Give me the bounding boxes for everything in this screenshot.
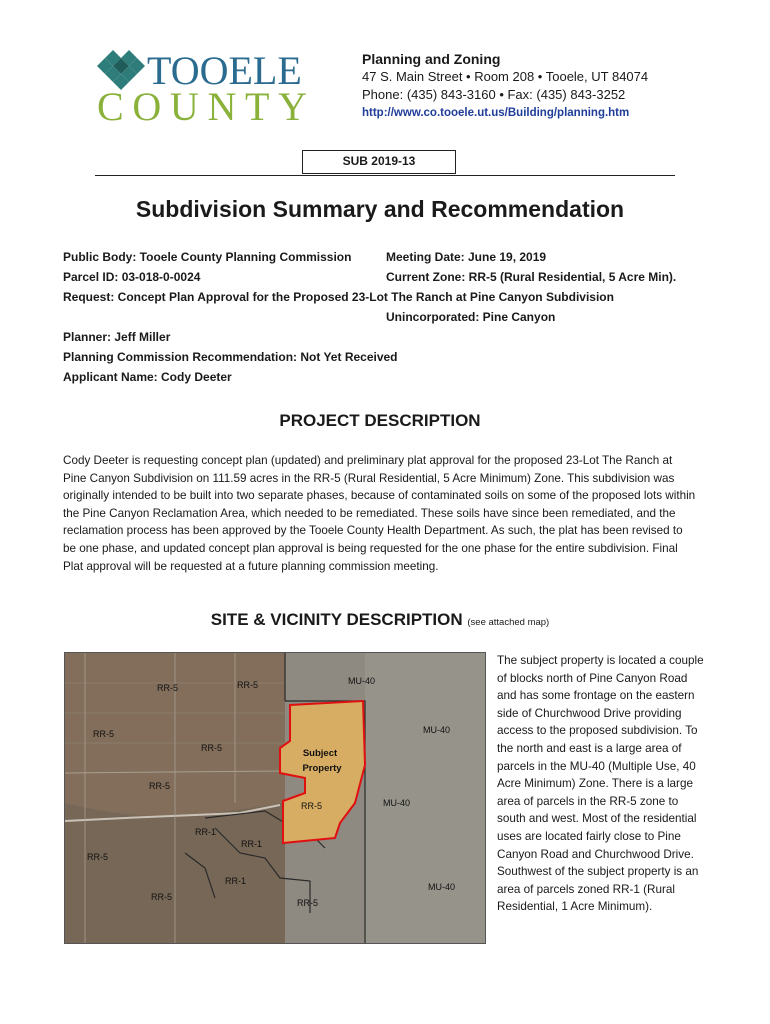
county-logo xyxy=(95,50,335,125)
unincorporated-field: Unincorporated: Pine Canyon xyxy=(386,310,556,324)
logo-word-tooele: TOOELE xyxy=(147,50,302,93)
zone-label-rr5: RR-5 xyxy=(149,781,171,791)
zone-label-rr5: RR-5 xyxy=(87,852,109,862)
office-phone: Phone: (435) 843-3160 • Fax: (435) 843-3252 xyxy=(362,87,626,102)
site-vicinity-note: (see attached map) xyxy=(467,617,550,628)
zone-label-mu40: MU-40 xyxy=(383,798,411,808)
site-vicinity-title: SITE & VICINITY DESCRIPTION xyxy=(210,610,463,629)
request-field: Request: Concept Plan Approval for the Proposed 23-Lot The Ranch at Pine Canyon Subdivision xyxy=(63,290,614,304)
zone-label-rr5: RR-5 xyxy=(237,680,259,690)
zone-label-rr5: RR-5 xyxy=(93,729,115,739)
site-vicinity-heading xyxy=(0,610,760,630)
applicant-field: Applicant Name: Cody Deeter xyxy=(63,370,232,384)
zone-label-mu40: MU-40 xyxy=(348,676,376,686)
zone-label-rr5: RR-5 xyxy=(151,892,173,902)
zone-label-rr5: RR-5 xyxy=(297,898,319,908)
public-body-field: Public Body: Tooele County Planning Commission xyxy=(63,250,352,264)
zone-label-mu40: MU-40 xyxy=(428,882,456,892)
zone-label-rr1: RR-1 xyxy=(241,839,263,849)
document-title: Subdivision Summary and Recommendation xyxy=(135,196,625,222)
subject-label-line1: Subject xyxy=(302,748,338,759)
zone-label-rr1: RR-1 xyxy=(225,876,247,886)
subject-label-line2: Property xyxy=(302,763,342,774)
office-address: 47 S. Main Street • Room 208 • Tooele, UT 84074 xyxy=(362,69,649,84)
vicinity-map xyxy=(64,652,486,944)
office-url-link[interactable]: http://www.co.tooele.ut.us/Building/planning.htm xyxy=(362,107,630,119)
office-contact-block xyxy=(362,50,648,122)
office-name: Planning and Zoning xyxy=(362,51,501,67)
zone-label-rr1: RR-1 xyxy=(195,827,217,837)
logo-word-county: COUNTY xyxy=(97,84,307,125)
zone-label-rr5: RR-5 xyxy=(157,683,179,693)
current-zone-field: Current Zone: RR-5 (Rural Residential, 5 Acre Min). xyxy=(386,270,677,284)
parcel-id-field: Parcel ID: 03-018-0-0024 xyxy=(63,270,201,284)
zone-label-rr5: RR-5 xyxy=(301,801,323,811)
project-description-text: Cody Deeter is requesting concept plan (updated) and preliminary plat approval for the proposed 23-Lot The Ranch at Pine Canyon Subdivision on 111.59 acres in the RR-5 (Rural Residential, 5 Acre Minimum) Zone. This subdivision was originally intended to be built into two separate phases, because of contaminated soils on some of the proposed lots within the Pine Canyon Reclamation Area, which needed to be remediated. These soils have since been remediated, and the reclamation process has been approved by the Tooele County Health Department. As such, the plat has been revised to be one phase, and updated concept plan approval is being requested for the one phase for the entire subdivision. Final Plat approval will be requested at a future planning commission meeting. xyxy=(63,454,696,573)
meeting-date-field: Meeting Date: June 19, 2019 xyxy=(386,250,547,264)
file-number-box: SUB 2019-13 xyxy=(302,150,456,174)
zone-label-mu40: MU-40 xyxy=(423,725,451,735)
header-divider xyxy=(95,175,675,176)
planner-field: Planner: Jeff Miller xyxy=(63,330,171,344)
recommendation-field: Planning Commission Recommendation: Not Yet Received xyxy=(63,350,398,364)
zone-label-rr5: RR-5 xyxy=(201,743,223,753)
project-description-heading: PROJECT DESCRIPTION xyxy=(279,411,481,430)
site-vicinity-text: The subject property is located a couple of blocks north of Pine Canyon Road and has some frontage on the eastern side of Churchwood Drive providing access to the proposed subdivision. To the north and east is a large area of parcels in the MU-40 (Multiple Use, 40 Acre Minimum) Zone. There is a large area of parcels in the RR-5 zone to south and west. Most of the residential uses are located fairly close to Pine Canyon Road and Churchwood Drive. Southwest of the subject property is an area of parcels zoned RR-1 (Rural Residential, 1 Acre Minimum). xyxy=(497,654,704,914)
